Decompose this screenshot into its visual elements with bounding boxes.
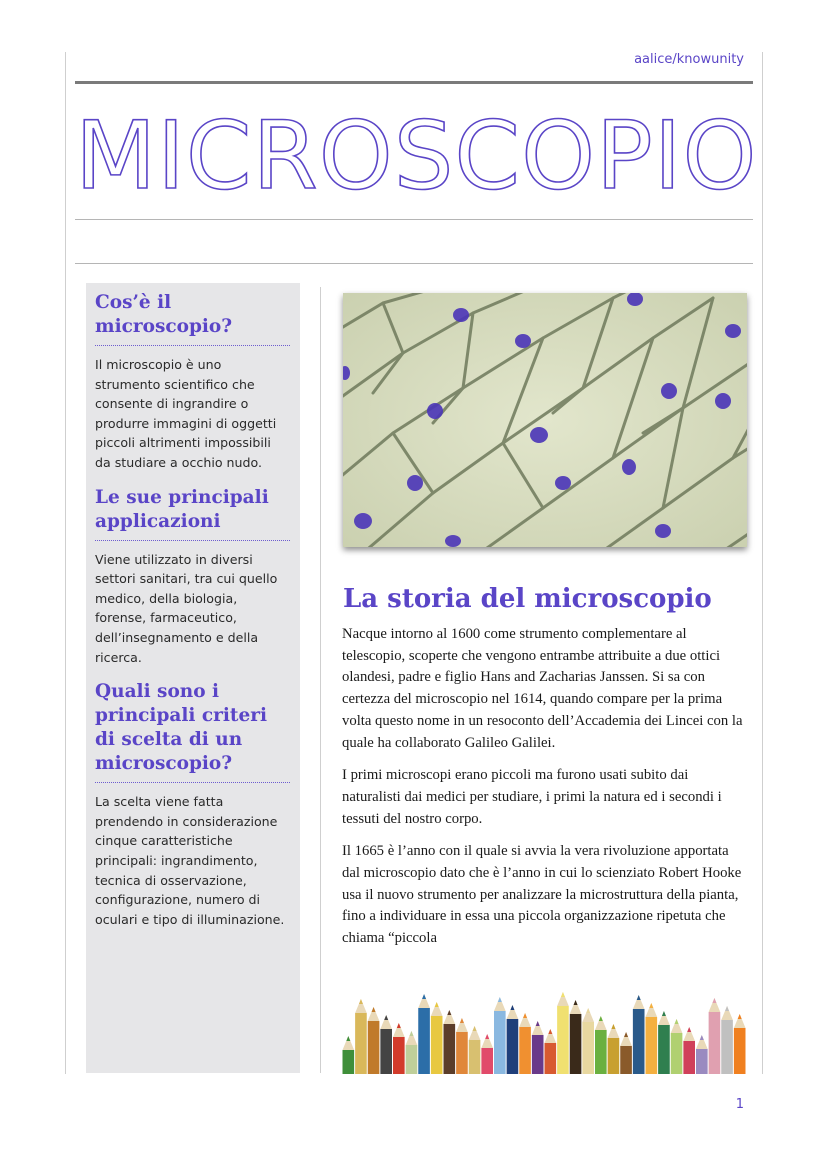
page-frame-right [762, 52, 763, 1074]
pencil-body [444, 1024, 456, 1074]
story-body [342, 624, 750, 961]
divider-top [75, 219, 753, 220]
pencil-lead [523, 1013, 527, 1018]
pencil-lead [662, 1011, 666, 1016]
pencil-body [696, 1049, 708, 1074]
sidebar [86, 283, 300, 1073]
pencil-body [582, 1022, 594, 1074]
sidebar-heading: Cos’è il microscopio? [95, 292, 233, 337]
pencil-body [570, 1014, 582, 1074]
pencil-lead [359, 999, 363, 1004]
pencil-body [343, 1050, 355, 1074]
page-title-text: MICROSCOPIO [75, 102, 758, 211]
header-rule [75, 81, 753, 84]
pencil-lead [548, 1029, 552, 1034]
pencil-lead [435, 1002, 439, 1007]
sidebar-text: Viene utilizzato in diversi settori sanitari, tra cui quello medico, della biologia, forense, farmaceutico, dell’insegnamento e della ricerca. [95, 551, 278, 665]
pencil-body [709, 1012, 721, 1074]
pencil-lead [510, 1005, 514, 1010]
pencil-body [406, 1045, 418, 1074]
pencil-body [393, 1037, 405, 1074]
pencil-lead [346, 1036, 350, 1041]
pencil-body [620, 1046, 632, 1074]
divider-bottom [75, 263, 753, 264]
dotted-divider [95, 540, 290, 541]
pencil-lead [599, 1016, 603, 1021]
sidebar-text: Il microscopio è uno strumento scientifico che consente di ingrandire o produrre immagini di oggetti piccoli altrimenti impossibili da studiare a occhio nudo. [95, 357, 277, 470]
column-divider [320, 287, 321, 1073]
story-paragraph: Nacque intorno al 1600 come strumento complementare al telescopio, scoperte che vengono entrambe attribuite a due ottici olandesi, padre e figlio Hans and Zacharias Janssen. Si sa con certezza del microscopio nel 1614, quando compare per la prima volta questo nome in un resoconto dell’Accademia dei Lincei con la quale ha collaborato Galileo Galilei. [342, 626, 743, 751]
pencil-lead [725, 1006, 729, 1011]
pencil-body [507, 1019, 519, 1074]
sidebar-heading: Quali sono i principali criteri di scelta di un microscopio? [95, 681, 268, 775]
pencil-body [595, 1030, 607, 1074]
pencil-body [494, 1011, 506, 1074]
pencil-lead [624, 1032, 628, 1037]
pencil-lead [611, 1024, 615, 1029]
pencil-lead [700, 1035, 704, 1040]
pencil-lead [397, 1023, 401, 1028]
pencil-lead [687, 1027, 691, 1032]
pencil-lead [637, 995, 641, 1000]
pencil-lead [561, 992, 565, 997]
pencil-body [519, 1027, 531, 1074]
onion-cells-micrograph [343, 293, 747, 547]
pencil-lead [586, 1008, 590, 1013]
sidebar-section [95, 486, 290, 668]
author-credit: aalice/knowunity [634, 52, 744, 67]
pencil-body [431, 1016, 443, 1074]
page-title [75, 102, 758, 212]
sidebar-heading: Le sue principali applicazioni [95, 486, 269, 532]
pencil-body [545, 1043, 557, 1074]
pencil-body [646, 1017, 658, 1074]
pencil-body [658, 1025, 670, 1074]
sidebar-section [95, 680, 290, 929]
pencil-body [671, 1033, 683, 1074]
pencil-body [481, 1048, 493, 1074]
pencil-lead [485, 1034, 489, 1039]
story-title: La storia del microscopio [343, 584, 712, 614]
pencil-body [608, 1038, 620, 1074]
pencil-body [456, 1032, 468, 1074]
pencil-body [380, 1029, 392, 1074]
pencil-lead [712, 998, 716, 1003]
pencil-body [683, 1041, 695, 1074]
sidebar-section [95, 291, 290, 473]
dotted-divider [95, 345, 290, 346]
pencil-lead [498, 997, 502, 1002]
pencil-body [633, 1009, 645, 1074]
story-paragraph: Il 1665 è l’anno con il quale si avvia la vera rivoluzione apportata dal microscopio dato che è l’anno in cui lo scienziato Robert Hooke usa il nuovo strumento per analizzare la microstruttura della pianta, fino a individuare in essa una piccola organizzazione ripetuta che chiama “piccola [342, 843, 742, 947]
pencil-lead [460, 1018, 464, 1023]
pencil-lead [372, 1007, 376, 1012]
page-frame-left [65, 52, 66, 1074]
pencil-lead [473, 1026, 477, 1031]
pencil-lead [649, 1003, 653, 1008]
pencil-body [469, 1040, 481, 1074]
pencil-body [368, 1021, 380, 1074]
colored-pencils-illustration [342, 974, 746, 1074]
pencil-lead [536, 1021, 540, 1026]
micrograph-image [343, 293, 747, 547]
story-paragraph: I primi microscopi erano piccoli ma furono usati subito dai naturalisti dai medici per studiare, i primi la natura ed i secondi i tessuti del nostro corpo. [342, 767, 722, 827]
pencil-body [721, 1020, 733, 1074]
pencil-lead [422, 994, 426, 999]
pencil-body [355, 1013, 367, 1074]
pencil-lead [738, 1014, 742, 1019]
dotted-divider [95, 782, 290, 783]
pencil-lead [409, 1031, 413, 1036]
sidebar-text: La scelta viene fatta prendendo in considerazione cinque caratteristiche principali: ingrandimento, tecnica di osservazione, configurazione, numero di oculari e tipo di illuminazione. [95, 794, 285, 927]
page-number: 1 [735, 1097, 744, 1112]
pencil-body [532, 1035, 544, 1074]
pencil-body [734, 1028, 746, 1074]
pencil-lead [447, 1010, 451, 1015]
pencil-lead [574, 1000, 578, 1005]
pencil-lead [675, 1019, 679, 1024]
pencil-body [557, 1006, 569, 1074]
pencil-lead [384, 1015, 388, 1020]
pencil-body [418, 1008, 430, 1074]
